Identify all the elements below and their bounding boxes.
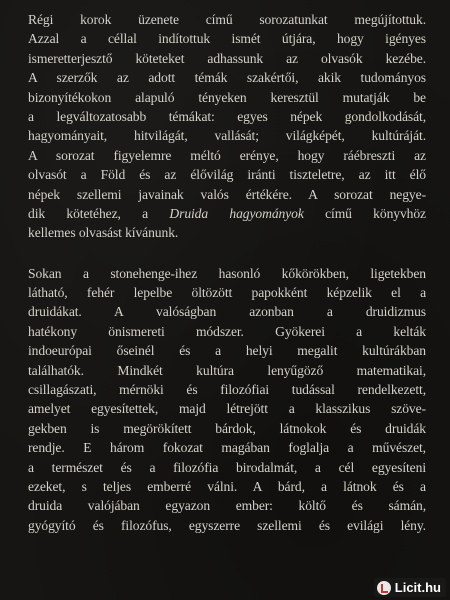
text-line: druidákat. A valóságban azonban a druidizmus (28, 304, 426, 320)
text-line: kellemes olvasást kívánunk. (28, 225, 179, 241)
licit-logo-icon (377, 581, 391, 595)
text-line: népek szellemi javainak valós értékére. A sorozat negye- (28, 186, 426, 202)
text-line: bizonyítékokon alapuló tényeken keresztül mutatják be (28, 89, 426, 105)
text-line: találhatók. Mindkét kultúra lenyűgöző matematikai, (28, 362, 426, 378)
text-line: hatékony önismereti módszer. Gyökerei a kelták (28, 323, 426, 339)
text-line: hagyományait, hitvilágát, vallását; világképét, kultúráját. (28, 128, 426, 144)
back-cover-text (28, 10, 426, 535)
text-line: Azzal a céllal indítottuk ismét útjára, hogy igényes (28, 31, 426, 47)
watermark-text (395, 580, 441, 595)
text-line: a természet és a filozófia birodalmát, a cél egyesíteni (28, 459, 426, 475)
text-line: druida valójában egyazon ember: költő és sámán, (28, 498, 426, 514)
book-title: Druida hagyományok (169, 205, 304, 221)
text-line: amelyet egyesítettek, majd létrejött a klasszikus szöve- (28, 401, 426, 417)
druidism-paragraph (28, 264, 426, 535)
intro-paragraph (28, 10, 426, 243)
text-line: Sokan a stonehenge-ihez hasonló kőkörökben, ligetekben (28, 265, 426, 281)
text-line: olvasót a Föld és az élővilág iránti tiszteletre, az itt élő (28, 167, 426, 183)
text-line: A sorozat figyelemre méltó erénye, hogy ráébreszti az (28, 147, 426, 163)
paragraph-gap (28, 243, 426, 264)
text-line: csillagászati, mérnöki és filozófiai tudással rendelkezett, (28, 382, 426, 398)
text-line: Régi korok üzenete című sorozatunkat megújítottuk. (28, 12, 426, 27)
text-line: A szerzők az adott témák szakértői, akik tudományos (28, 70, 426, 86)
text-line-with-title (28, 204, 426, 223)
text-fragment: című könyvhöz (325, 205, 426, 221)
text-line: ezeket, s teljes emberré válni. A bárd, a látnok és a (28, 478, 426, 494)
text-line: rendje. E három fokozat magában foglalja a művészet, (28, 440, 426, 456)
text-line: a legváltozatosabb témákat: egyes népek gondolkodását, (28, 108, 426, 124)
text-line: gekben is megörökített bárdok, látnokok és druidák (28, 420, 426, 436)
text-line: ismeretterjesztő köteteket adhassunk az olvasók kezébe. (28, 50, 426, 66)
text-line: gyógyító és filozófus, egyszerre szellemi és evilági lény. (28, 517, 426, 533)
text-line: indoeurópai őseinél és a helyi megalit kultúrákban (28, 343, 426, 359)
site-watermark (374, 578, 446, 597)
text-fragment: dik kötetéhez, a (28, 205, 149, 221)
watermark-domain: .hu (421, 580, 441, 595)
text-line: látható, fehér lepelbe öltözött papokként képzelik el a (28, 285, 426, 301)
watermark-brand: Licit (394, 580, 422, 595)
